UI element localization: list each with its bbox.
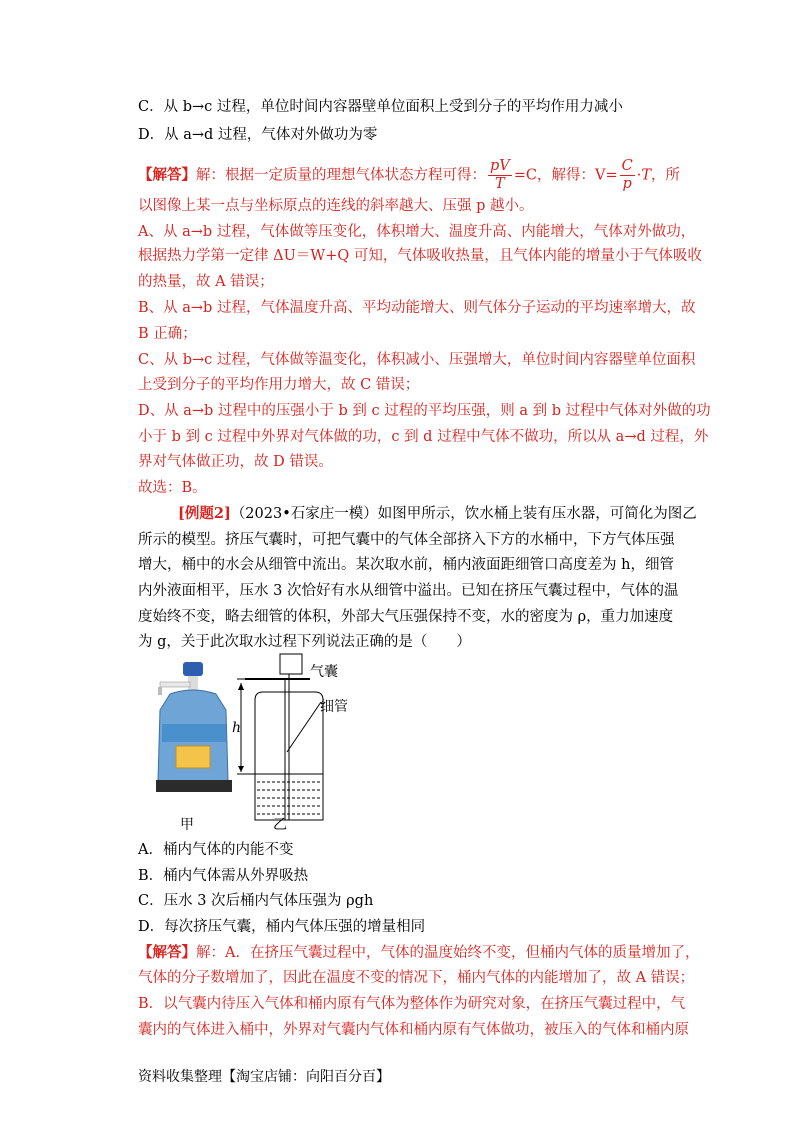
answer-line-7: 的热量，故 A 错误；: [138, 274, 274, 290]
page-footer: 资料收集整理【淘宝店铺：向阳百分百】: [138, 1069, 390, 1085]
answer-tag: 【解答】: [138, 166, 196, 184]
answer-var-t: T: [641, 167, 652, 184]
option-d-previous: D．从 a→d 过程，气体对外做功为零: [138, 127, 378, 143]
option-b: B．桶内气体需从外界吸热: [138, 868, 309, 884]
answer-text-a2: =C，解得：V=: [513, 167, 618, 184]
example-line-3: 增大，桶中的水会从细管中流出。某次取水前，桶内液面距细管口高度差为 h，细管: [138, 557, 674, 573]
fraction-pv-over-t: [488, 158, 512, 193]
answer2-line-1: [138, 943, 699, 963]
fraction-1-numerator: pV: [490, 158, 510, 174]
answer-text-a3: ·: [636, 167, 642, 184]
answer2-line-3: B．以气囊内待压入气体和桶内原有气体为整体作为研究对象，在挤压气囊过程中，气: [138, 996, 686, 1012]
answer-line-12: D、从 a→b 过程中的压强小于 b 到 c 过程的平均压强，则 a 到 b 过程中气体对外做的功: [138, 403, 711, 419]
label-qinang: 气囊: [310, 664, 338, 680]
answer2-tag: 【解答】: [138, 944, 196, 961]
example-tag: [例题2]: [178, 505, 231, 522]
answer-line-10: C、从 b→c 过程，气体做等温变化，体积减小、压强增大，单位时间内容器壁单位面积: [138, 352, 696, 368]
label-yi: 乙: [273, 817, 287, 833]
option-a: A．桶内气体的内能不变: [138, 842, 294, 858]
answer-line-15: 故选：B。: [138, 480, 207, 496]
answer-line-6: 根据热力学第一定律 ΔU＝W+Q 可知，气体吸收热量，且气体内能的增量小于气体吸收: [138, 248, 702, 264]
answer-line-9: B 正确；: [138, 326, 197, 342]
example-line-5: 度始终不变，略去细管的体积，外部大气压强保持不变，水的密度为 ρ，重力加速度: [138, 609, 674, 625]
example-line-2: 所示的模型。挤压气囊时，可把气囊中的气体全部挤入下方的水桶中，下方气体压强: [138, 532, 675, 548]
label-h: h: [232, 720, 242, 736]
example-line-1: [178, 504, 697, 524]
option-d: D．每次挤压气囊，桶内气体压强的增量相同: [138, 919, 426, 935]
fraction-2-numerator: C: [621, 158, 633, 174]
answer-text-a4: ，所: [651, 167, 681, 184]
answer-line-14: 界对气体做正功，故 D 错误。: [138, 454, 333, 470]
fraction-1-denominator: T: [495, 176, 505, 192]
answer-line-11: 上受到分子的平均作用力增大，故 C 错误；: [138, 377, 420, 393]
schematic-diagram: [235, 652, 375, 832]
figure-water-dispenser: [140, 652, 380, 832]
answer-line-8: B、从 a→b 过程，气体温度升高、平均动能增大、则气体分子运动的平均速率增大，故: [138, 300, 696, 316]
answer-text-a1: 解：根据一定质量的理想气体状态方程可得：: [196, 167, 486, 184]
fraction-c-over-p: [620, 158, 635, 193]
label-jia: 甲: [180, 817, 194, 833]
answer2-text-a: 解：A．在挤压气囊过程中，气体的温度始终不变，但桶内气体的质量增加了，: [196, 945, 700, 961]
answer-line-13: 小于 b 到 c 过程中外界对气体做的功，c 到 d 过程中气体不做功，所以从 a→d 过程，外: [138, 429, 709, 445]
answer2-line-2: 气体的分子数增加了，因此在温度不变的情况下，桶内气体的内能增加了，故 A 错误；: [138, 970, 695, 986]
answer2-line-4: 囊内的气体进入桶中，外界对气囊内气体和桶内原有气体做功，被压入的气体和桶内原: [138, 1022, 689, 1038]
answer-line-4: 以图像上某一点与坐标原点的连线的斜率越大、压强 p 越小。: [138, 198, 534, 214]
fraction-2-denominator: p: [622, 176, 632, 192]
example-text-1: （2023•石家庄一模）如图甲所示，饮水桶上装有压水器，可简化为图乙: [230, 506, 697, 522]
water-bottle-photo: [148, 660, 238, 800]
example-line-4: 内外液面相平，压水 3 次恰好有水从细管中溢出。已知在挤压气囊过程中，气体的温: [138, 583, 679, 599]
option-c-previous: C．从 b→c 过程，单位时间内容器壁单位面积上受到分子的平均作用力减小: [138, 99, 623, 115]
answer-line-1: [138, 158, 680, 193]
answer-line-5: A、从 a→b 过程，气体做等压变化，体积增大、温度升高、内能增大，气体对外做功，: [138, 224, 696, 240]
option-c: C．压水 3 次后桶内气体压强为 ρgh: [138, 893, 374, 909]
label-xiguan: 细管: [320, 699, 348, 715]
example-line-6: 为 g，关于此次取水过程下列说法正确的是（ ）: [138, 634, 471, 650]
